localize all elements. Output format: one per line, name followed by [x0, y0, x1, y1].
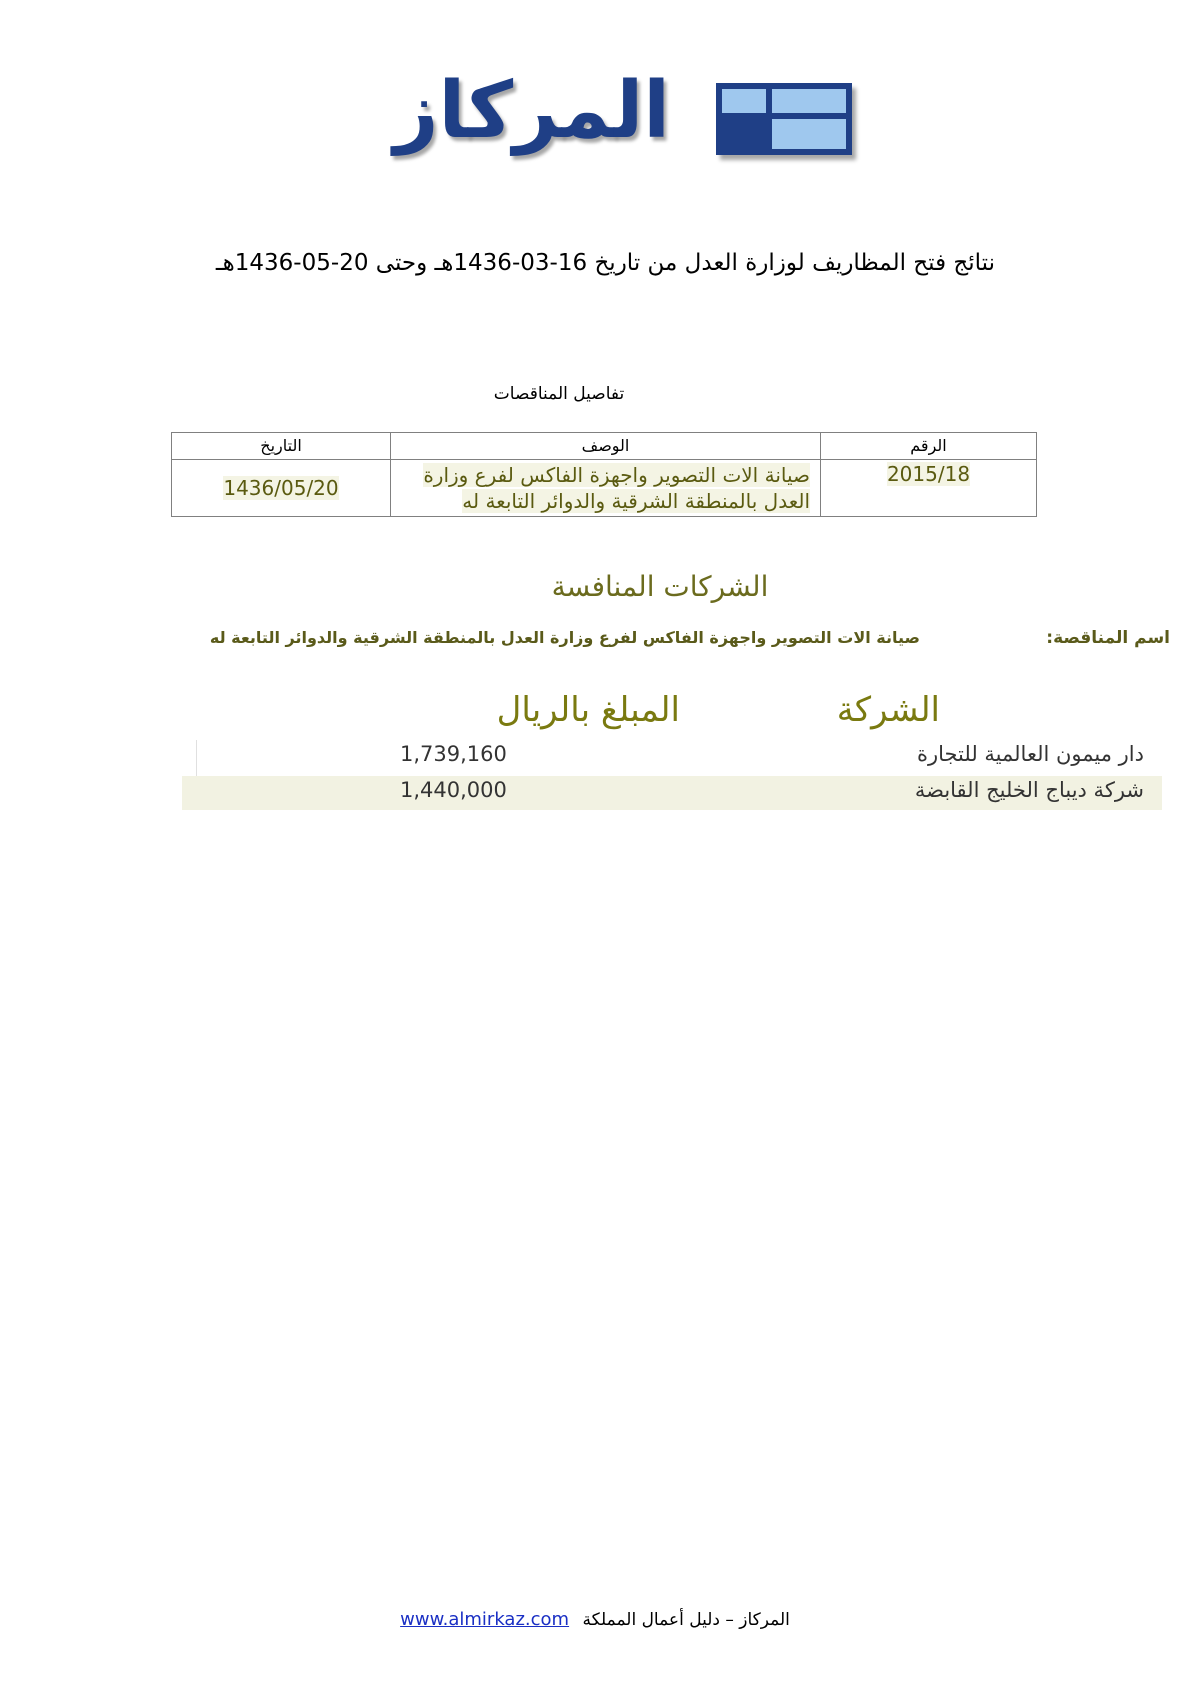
column-header-number: الرقم: [821, 433, 1037, 460]
tender-number: 2015/18: [886, 462, 971, 486]
tender-name-label: اسم المناقصة:: [1046, 628, 1170, 648]
bid-amount: 1,440,000: [400, 778, 507, 802]
tender-description-cell: [391, 460, 821, 517]
details-table: [171, 432, 1037, 517]
bid-amount: 1,739,160: [400, 742, 507, 766]
column-header-company: الشركة: [836, 690, 940, 730]
page-title: نتائج فتح المظاريف لوزارة العدل من تاريخ 16-03-1436هـ وحتى 20-05-1436هـ: [215, 250, 995, 276]
details-heading: تفاصيل المناقصات: [493, 384, 625, 404]
tender-date: 1436/05/20: [223, 476, 339, 500]
website-link[interactable]: www.almirkaz.com: [400, 1609, 570, 1630]
column-header-amount: المبلغ بالريال: [496, 690, 680, 730]
logo-grid-icon: [716, 83, 852, 155]
tender-date-cell: [172, 460, 391, 517]
details-header-row: [172, 433, 1037, 460]
logo-text: المركاز: [393, 66, 670, 156]
company-name: دار ميمون العالمية للتجارة: [916, 742, 1144, 766]
footer-text: المركاز – دليل أعمال المملكة: [582, 1610, 790, 1630]
tender-number-cell: [821, 460, 1037, 517]
footer: [380, 1609, 810, 1630]
column-header-description: الوصف: [391, 433, 821, 460]
competitors-heading: الشركات المنافسة: [551, 570, 769, 603]
tender-name: صيانة الات التصوير واجهزة الفاكس لفرع وزارة العدل بالمنطقة الشرقية والدوائر التابعة له: [209, 628, 920, 647]
column-header-date: التاريخ: [172, 433, 391, 460]
logo: [360, 66, 860, 168]
tender-description: صيانة الات التصوير واجهزة الفاكس لفرع وزارة العدل بالمنطقة الشرقية والدوائر التابعة له: [423, 463, 810, 513]
company-name: شركة ديباج الخليج القابضة: [914, 778, 1144, 802]
table-row: [182, 776, 1162, 810]
table-row: [172, 460, 1037, 517]
table-row: [182, 740, 1162, 774]
